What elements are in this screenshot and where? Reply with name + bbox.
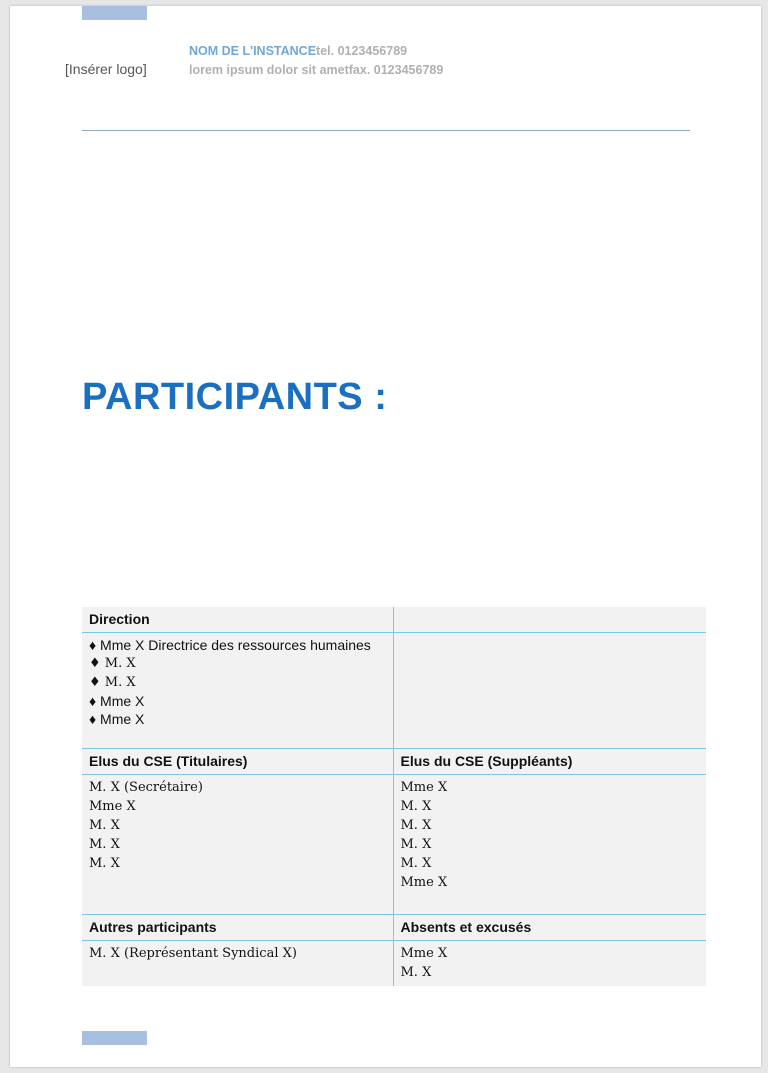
table-row-elus-header [82, 749, 706, 775]
list-item: Mme X [400, 946, 448, 961]
titulaires-list [89, 778, 386, 891]
participants-table [82, 607, 706, 986]
address: lorem ipsum dolor sit amet [189, 63, 349, 77]
bottom-accent-bar [82, 1031, 147, 1045]
header-line-1 [189, 44, 407, 58]
header-line-2 [189, 63, 443, 77]
header-divider [82, 130, 690, 131]
suppleants-heading: Elus du CSE (Suppléants) [393, 749, 706, 775]
page-title: PARTICIPANTS : [82, 376, 388, 418]
table-row-direction-header [82, 607, 706, 633]
list-item: M. X [400, 837, 432, 852]
list-item: ♦ Mme X [89, 711, 145, 727]
list-item: ♦ Mme X [89, 693, 145, 709]
list-item: ♦ M. X [89, 675, 136, 690]
list-item: ♦ Mme X Directrice des ressources humaines [89, 637, 371, 653]
suppleants-cell [393, 775, 706, 915]
autres-heading: Autres participants [82, 915, 393, 941]
list-item: M. X [400, 965, 432, 980]
autres-list [89, 944, 386, 963]
empty-heading-cell [393, 607, 706, 633]
suppleants-list [401, 778, 700, 910]
table-row-elus [82, 775, 706, 915]
direction-heading: Direction [82, 607, 393, 633]
table-row-autres [82, 941, 706, 987]
document-page [10, 6, 761, 1067]
table-row-direction [82, 633, 706, 749]
list-item: M. X [400, 856, 432, 871]
titulaires-heading: Elus du CSE (Titulaires) [82, 749, 393, 775]
direction-cell [82, 633, 393, 749]
list-item: M. X [400, 818, 432, 833]
phone-number: tel. 0123456789 [316, 44, 408, 58]
autres-cell [82, 941, 393, 987]
top-accent-bar [82, 6, 147, 20]
fax-number: fax. 0123456789 [348, 63, 444, 77]
empty-body-cell [393, 633, 706, 749]
list-item: Mme X [89, 799, 136, 814]
table-row-autres-header [82, 915, 706, 941]
list-item: M. X (Secrétaire) [89, 780, 203, 795]
list-item: M. X [89, 856, 120, 871]
absents-list [401, 944, 700, 982]
titulaires-cell [82, 775, 393, 915]
list-item: Mme X [400, 875, 448, 890]
logo-placeholder[interactable]: [Insérer logo] [65, 61, 147, 77]
absents-heading: Absents et excusés [393, 915, 706, 941]
list-item: M. X (Représentant Syndical X) [89, 946, 297, 961]
list-item: Mme X [400, 780, 448, 795]
absents-cell [393, 941, 706, 987]
direction-list [89, 636, 386, 744]
instance-name: NOM DE L'INSTANCE [189, 44, 317, 58]
list-item: M. X [400, 799, 432, 814]
list-item: ♦ M. X [89, 656, 136, 671]
list-item: M. X [89, 818, 120, 833]
list-item: M. X [89, 837, 120, 852]
